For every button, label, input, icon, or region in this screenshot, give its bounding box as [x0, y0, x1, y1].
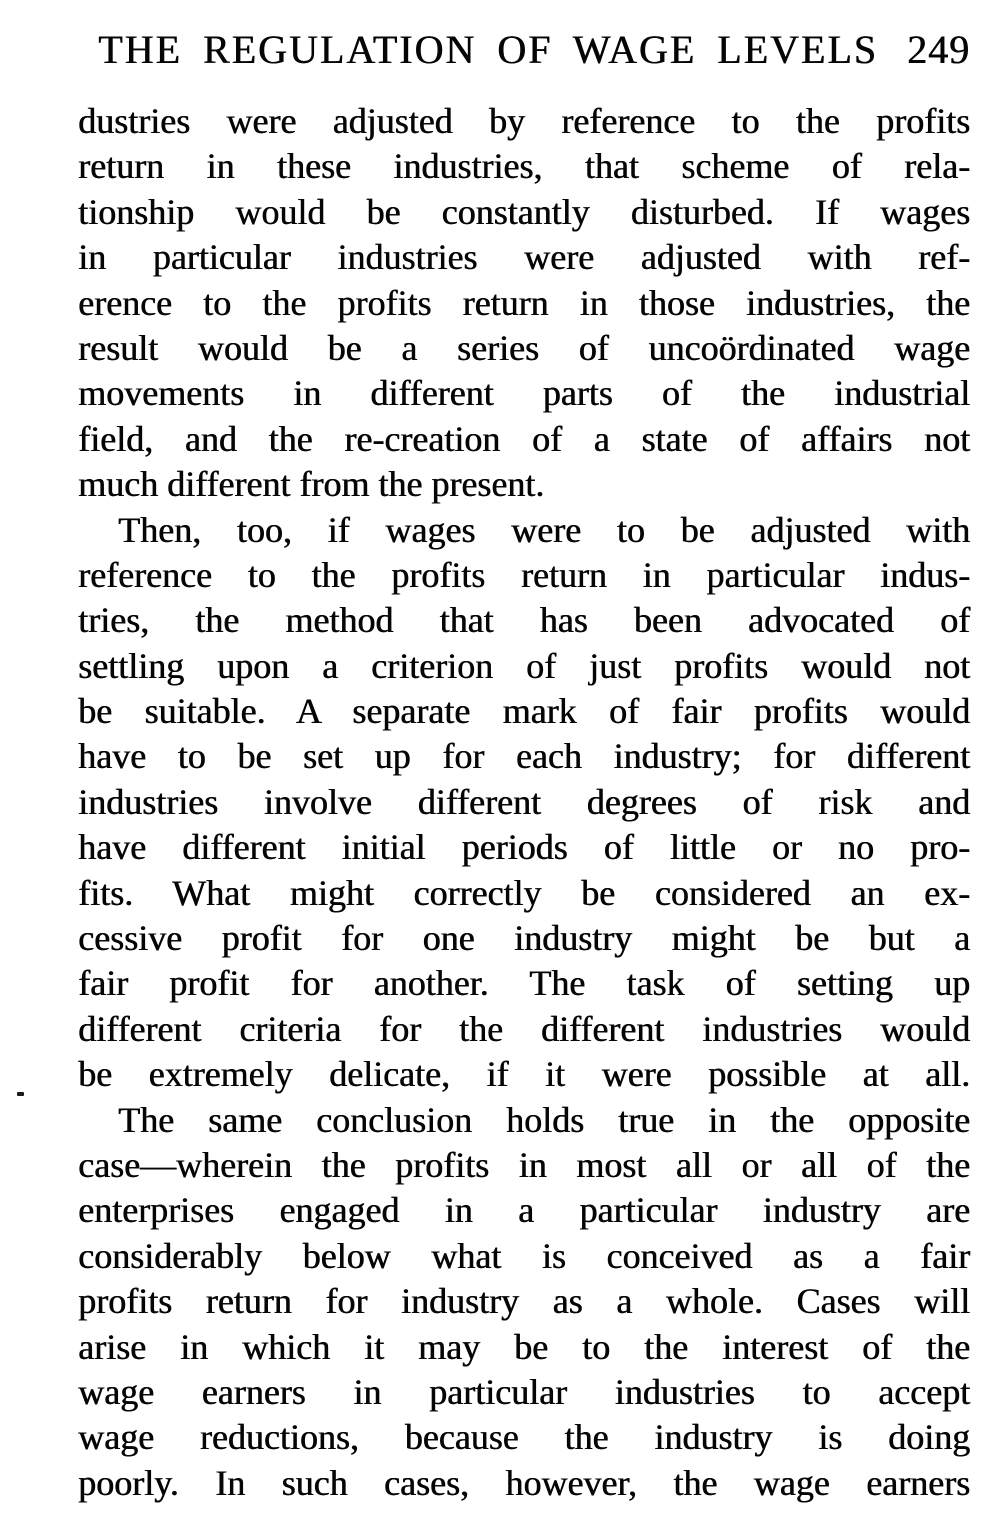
text-line: different criteria for the different industries would	[78, 1008, 970, 1049]
text-line: tionship would be constantly disturbed. If wages	[78, 191, 970, 232]
text-line: case—wherein the profits in most all or all of the	[78, 1144, 970, 1185]
text-line: cessive profit for one industry might be but a	[78, 918, 970, 959]
text-line: movements in different parts of the industrial	[78, 373, 970, 414]
text-line: result would be a series of uncoördinated wage	[78, 327, 970, 368]
text-line: much different from the present.	[78, 464, 545, 505]
text-line: wage earners in particular industries to accept	[78, 1371, 970, 1412]
page-number: 249	[907, 27, 970, 72]
text-line: considerably below what is conceived as a fair	[78, 1235, 970, 1276]
text-line: Then, too, if wages were to be adjusted with	[118, 509, 970, 550]
text-line: in particular industries were adjusted with ref-	[78, 237, 970, 278]
text-line: enterprises engaged in a particular industry are	[78, 1190, 970, 1231]
text-line: poorly. In such cases, however, the wage earners	[78, 1462, 970, 1503]
text-line: field, and the re-creation of a state of affairs not	[78, 418, 970, 459]
paragraph	[78, 1098, 970, 1507]
paragraph	[78, 99, 970, 508]
text-line: profits return for industry as a whole. Cases will	[78, 1281, 970, 1322]
body-text	[78, 99, 970, 1506]
scan-speck-artifact	[17, 1092, 24, 1096]
text-line: be suitable. A separate mark of fair profits would	[78, 691, 970, 732]
text-line: tries, the method that has been advocated of	[78, 600, 970, 641]
text-line: be extremely delicate, if it were possible at all.	[78, 1054, 970, 1095]
text-line: fits. What might correctly be considered an ex-	[78, 872, 970, 913]
text-line: have different initial periods of little or no pro-	[78, 827, 970, 868]
text-line: fair profit for another. The task of setting up	[78, 963, 970, 1004]
paragraph	[78, 508, 970, 1098]
text-line: industries involve different degrees of risk and	[78, 781, 970, 822]
text-line: return in these industries, that scheme of rela-	[78, 146, 970, 187]
text-line: settling upon a criterion of just profits would not	[78, 645, 970, 686]
text-line: have to be set up for each industry; for different	[78, 736, 970, 777]
text-line: reference to the profits return in particular indus-	[78, 554, 970, 595]
text-line: dustries were adjusted by reference to the profits	[78, 101, 970, 141]
page-header-title: THE REGULATION OF WAGE LEVELS	[98, 27, 878, 72]
text-line: The same conclusion holds true in the opposite	[118, 1099, 970, 1140]
running-head	[78, 28, 970, 72]
text-line: wage reductions, because the industry is doing	[78, 1417, 970, 1458]
text-line: erence to the profits return in those industries, the	[78, 282, 970, 323]
text-line: arise in which it may be to the interest of the	[78, 1326, 970, 1367]
